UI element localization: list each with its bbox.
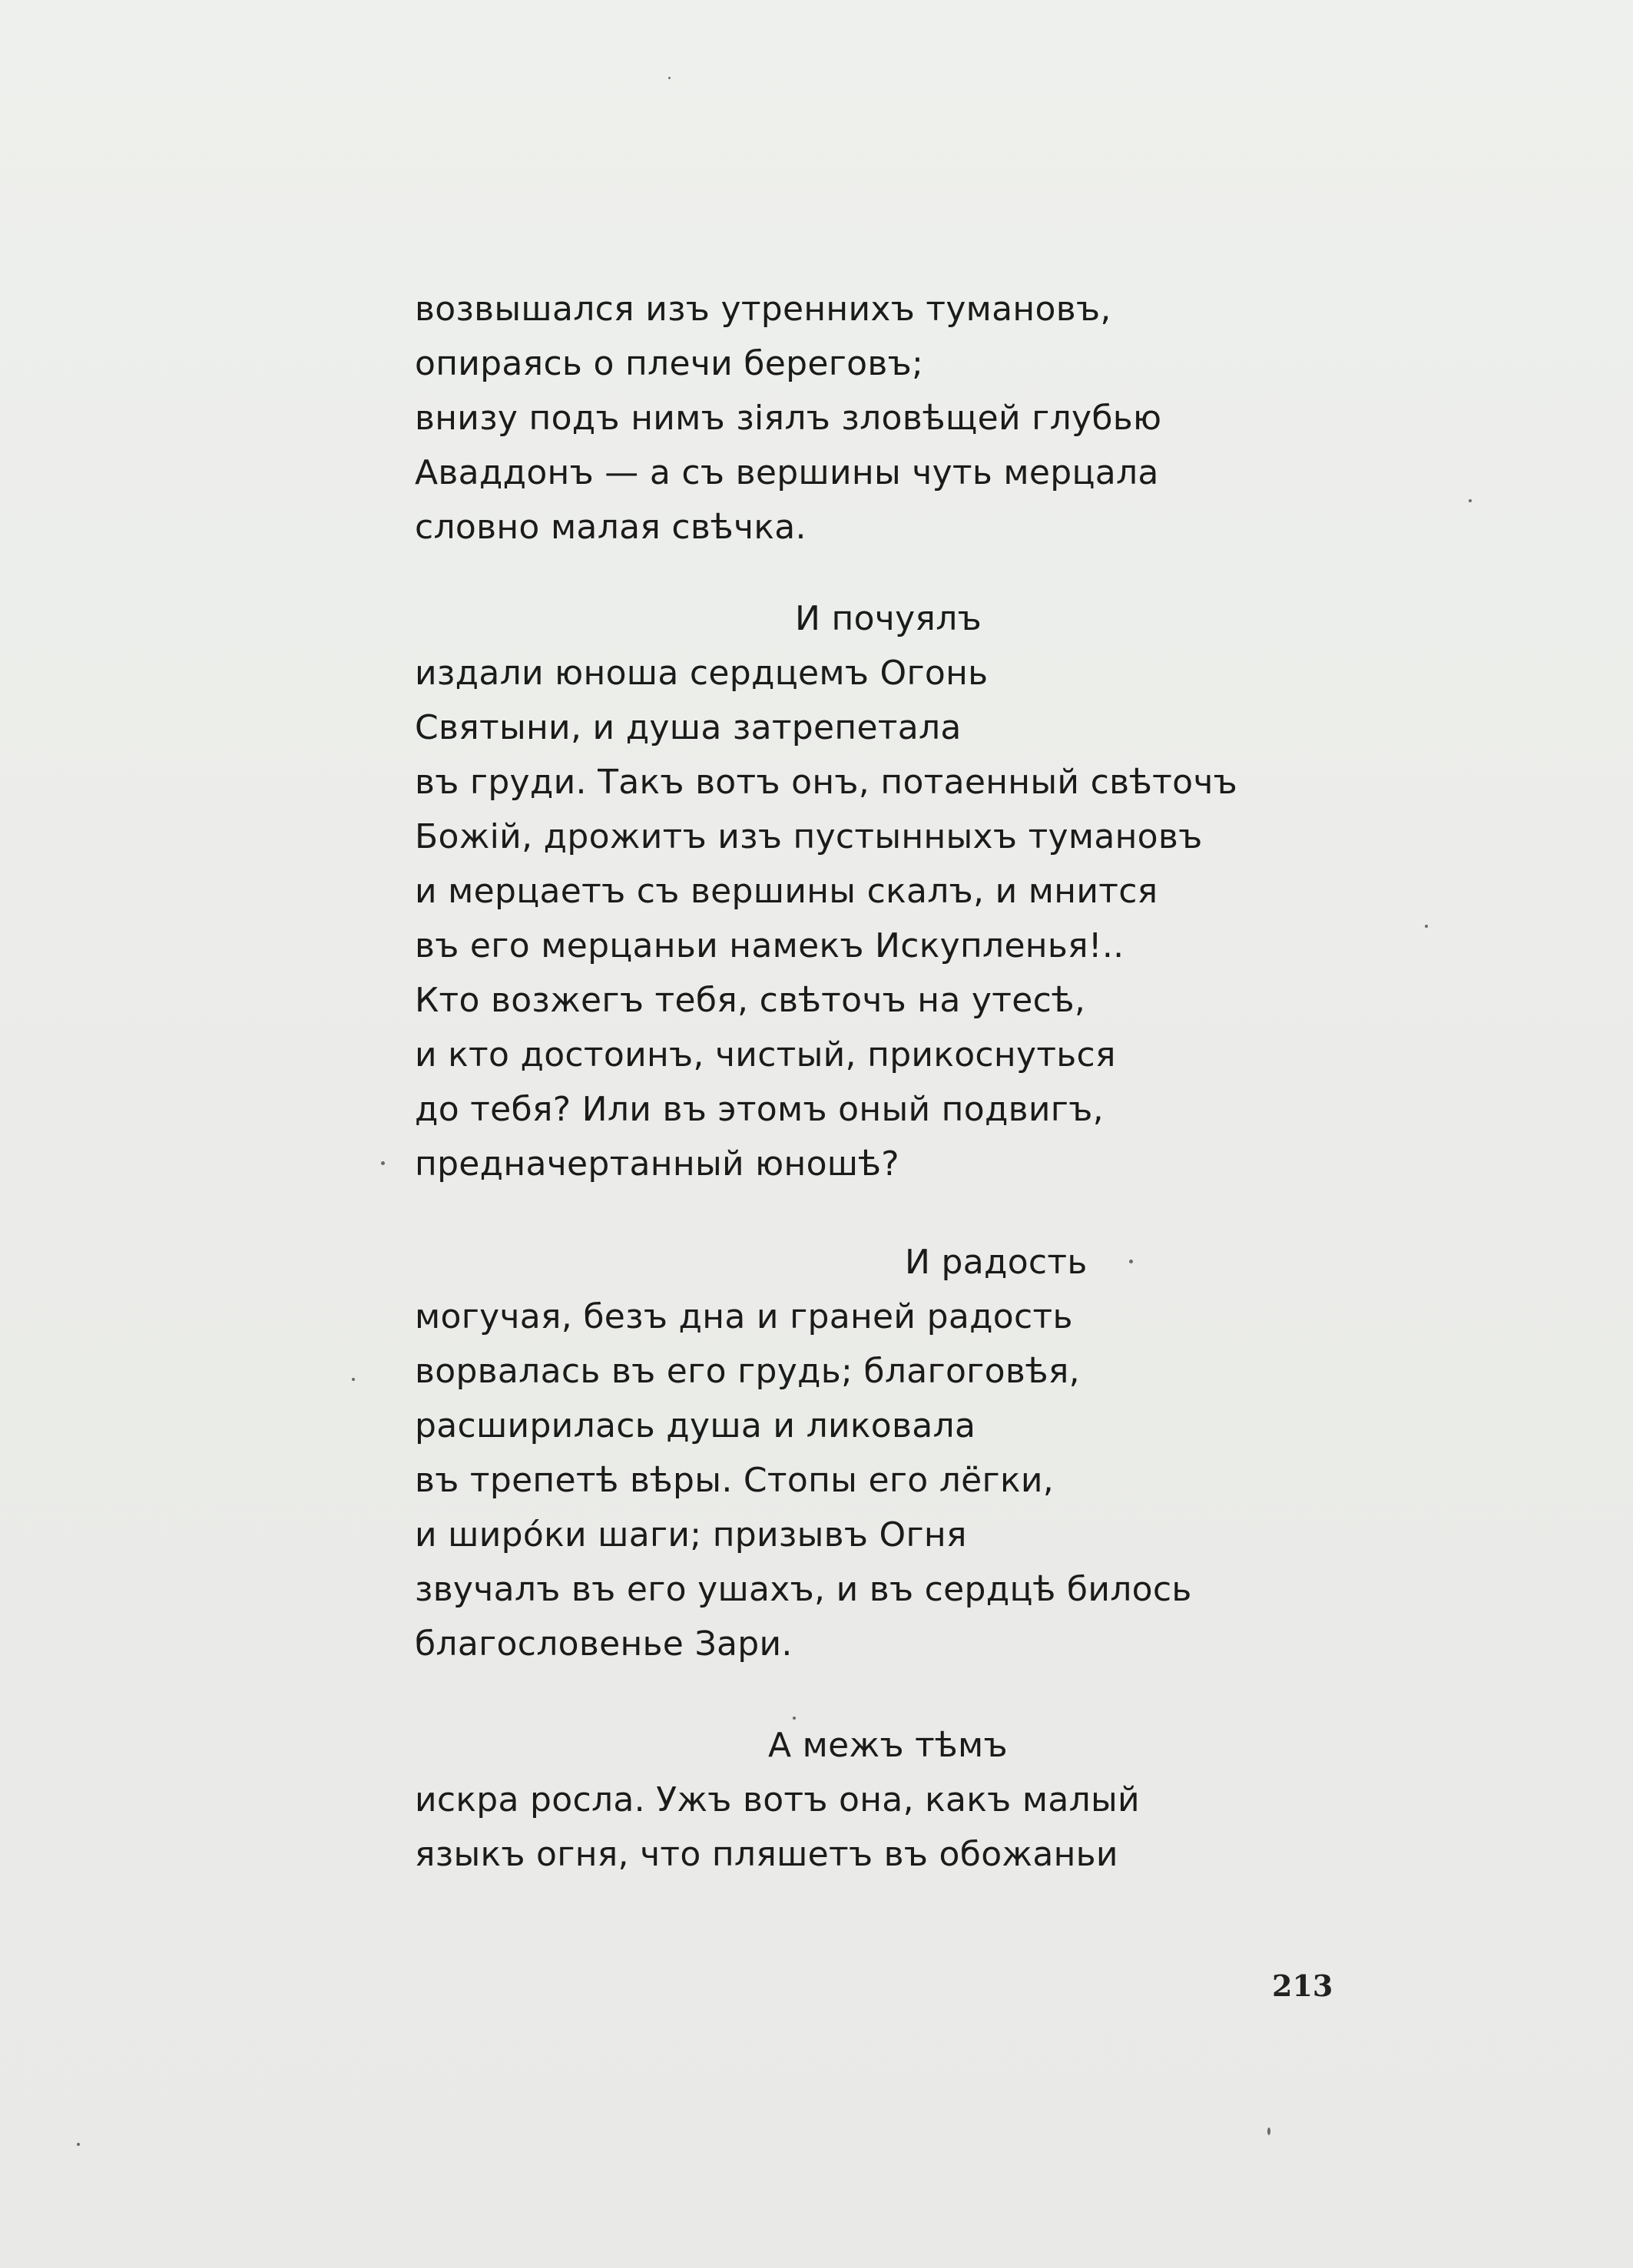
text-line: въ его мерцаньи намекъ Искупленья!.. (415, 926, 1125, 965)
text-line: Божій, дрожитъ изъ пустынныхъ тумановъ (415, 817, 1203, 856)
text-line-indented: И почуялъ (795, 599, 982, 638)
text-line: и мерцаетъ съ вершины скалъ, и мнится (415, 872, 1158, 911)
text-line: и широ́ки шаги; призывъ Огня (415, 1515, 967, 1554)
text-line: предначертанный юношѣ? (415, 1144, 899, 1184)
paper-speck (77, 2143, 80, 2146)
paper-speck (352, 1378, 355, 1381)
text-line: расширилась душа и ликовала (415, 1406, 976, 1445)
paper-speck (1425, 925, 1428, 928)
paper-speck (1469, 499, 1472, 502)
text-line: издали юноша сердцемъ Огонь (415, 654, 989, 693)
text-line: Аваддонъ — а съ вершины чуть мерцала (415, 453, 1159, 492)
stanza-2 (415, 591, 1337, 1191)
paper-speck (668, 77, 671, 79)
paper-speck (793, 1717, 796, 1720)
text-line: въ трепетѣ вѣры. Стопы его лёгки, (415, 1461, 1055, 1500)
text-line: словно малая свѣчка. (415, 508, 807, 547)
paper-speck (381, 1161, 385, 1165)
stanza-1 (415, 282, 1337, 555)
paper-speck (1267, 2127, 1270, 2135)
text-line: и кто достоинъ, чистый, прикоснуться (415, 1035, 1116, 1074)
text-line: звучалъ въ его ушахъ, и въ сердцѣ билось (415, 1570, 1192, 1609)
text-line: благословенье Зари. (415, 1624, 793, 1664)
text-line: искра росла. Ужъ вотъ она, какъ малый (415, 1780, 1140, 1819)
text-line: могучая, безъ дна и граней радость (415, 1297, 1073, 1336)
text-line: ворвалась въ его грудь; благоговѣя, (415, 1352, 1080, 1391)
text-line: въ груди. Такъ вотъ онъ, потаенный свѣточъ (415, 763, 1238, 802)
stanza-3 (415, 1235, 1337, 1671)
paper-speck (1129, 1260, 1133, 1263)
text-line-indented: А межъ тѣмъ (768, 1726, 1008, 1765)
text-line: Святыни, и душа затрепетала (415, 708, 962, 747)
text-line-indented: И радость (905, 1243, 1088, 1282)
text-line: возвышался изъ утреннихъ тумановъ, (415, 290, 1111, 329)
page-number: 213 (1272, 1968, 1333, 2003)
text-line: внизу подъ нимъ зіялъ зловѣщей глубью (415, 399, 1162, 438)
text-line: опираясь о плечи береговъ; (415, 344, 924, 383)
text-line: Кто возжегъ тебя, свѣточъ на утесѣ, (415, 981, 1086, 1020)
text-line: до тебя? Или въ этомъ оный подвигъ, (415, 1090, 1104, 1129)
stanza-4 (415, 1718, 1337, 1882)
text-line: языкъ огня, что пляшетъ въ обожаньи (415, 1835, 1118, 1874)
